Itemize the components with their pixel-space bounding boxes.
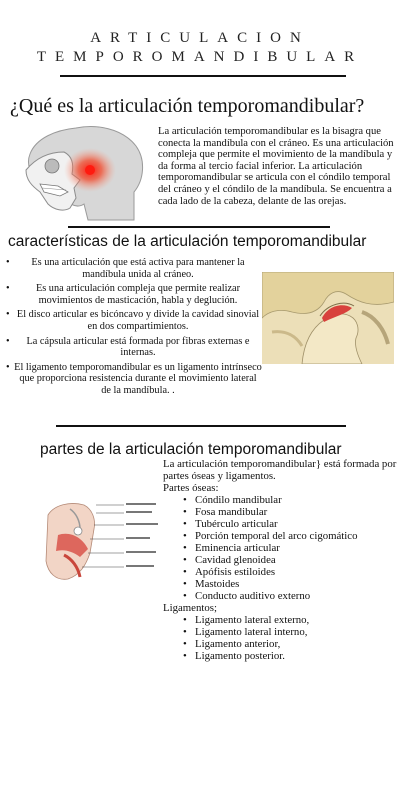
list-item: • Es una articulación compleja que permite realizar movimientos de masticación, habla y deglución. [0,283,262,306]
title-line-2: TEMPOROMANDIBULAR [36,49,364,65]
list-item: • El disco articular es bicóncavo y divide la cavidad sinovial en dos compartimientos. [0,309,262,332]
skull-pain-image [18,122,152,224]
list-item: • La cápsula articular está formada por fibras externas e internas. [0,336,262,359]
question-heading: ¿Qué es la articulación temporomandibular? [10,95,365,117]
parts-intro: La articulación temporomandibular} está formada por partes óseas y ligamentos. [163,458,397,482]
intro-paragraph: La articulación temporomandibular es la bisagra que conecta la mandíbula con el cráneo. Es una articulación compleja que permite el movimiento de la mandíbula y da forma al tercio facial inferior. La articulación temporomandibular se articula con el cóndilo temporal del cráneo y el cóndilo de la mandíbula. Se encuentra a cada lado de la cabeza, delante de las orejas. [158,126,394,207]
list-item: • Ligamento posterior. [183,650,400,662]
section-rule-1 [68,226,330,228]
bony-parts-list [163,494,400,602]
characteristics-list [0,257,262,400]
ligaments-label: Ligamentos; [163,602,217,614]
joint-closeup-image [262,272,394,364]
parts-description [163,458,400,662]
section-rule-2 [56,425,346,427]
list-item: • Eminencia articular [183,542,400,554]
list-item: • Ligamento anterior, [183,638,400,650]
list-item: • Conducto auditivo externo [183,590,400,602]
list-item: • Porción temporal del arco cigomático [183,530,400,542]
list-item: • Cóndilo mandibular [183,494,400,506]
list-item: • Tubérculo articular [183,518,400,530]
parts-heading: partes de la articulación temporomandibular [40,441,342,458]
ligaments-list [163,614,400,662]
title-line-1: ARTICULACION [90,30,310,46]
list-item: • Apófisis estiloides [183,566,400,578]
list-item: • Cavidad glenoidea [183,554,400,566]
title-rule [60,75,346,77]
list-item: • Es una articulación que está activa para mantener la mandíbula unida al cráneo. [0,257,262,280]
list-item: • Ligamento lateral interno, [183,626,400,638]
anatomy-diagram-image [40,495,164,585]
list-item: • El ligamento temporomandibular es un ligamento intrínseco que proporciona resistencia durante el movimiento lateral de la mandíbula. . [0,362,262,397]
bony-parts-label: Partes óseas: [163,482,219,494]
list-item: • Mastoides [183,578,400,590]
list-item: • Ligamento lateral externo, [183,614,400,626]
characteristics-heading: características de la articulación temporomandibular [8,233,367,250]
list-item: • Fosa mandibular [183,506,400,518]
